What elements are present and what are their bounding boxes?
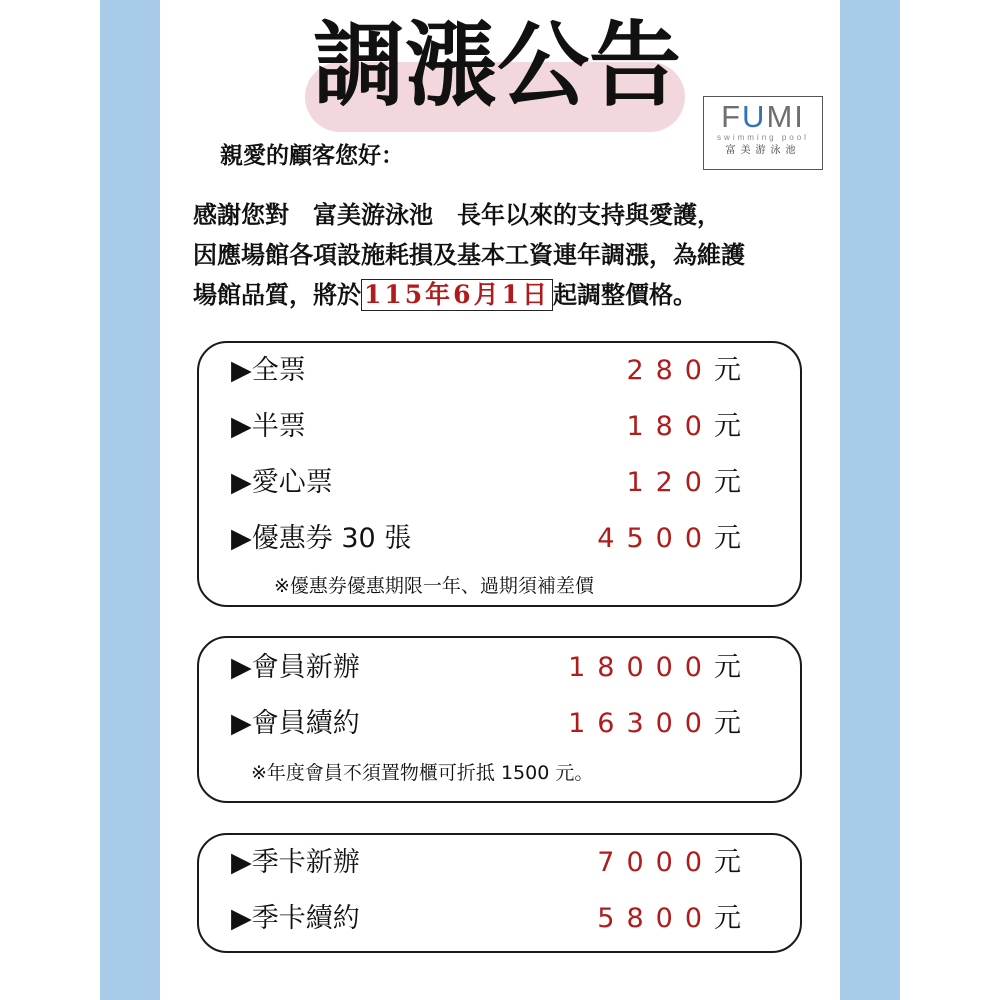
price-label: ▶會員續約: [231, 708, 360, 739]
announcement-body: [193, 195, 833, 315]
price-value: 280元: [626, 355, 741, 386]
effective-date: 115年6月1日: [361, 279, 553, 311]
season-card-price-box: [197, 833, 802, 953]
logo-name: 富美游泳池: [725, 145, 801, 156]
logo-subtitle: swimming pool: [717, 133, 809, 142]
fumi-logo: [703, 96, 823, 170]
price-label: ▶季卡新辦: [231, 847, 360, 878]
price-label: ▶愛心票: [231, 467, 333, 498]
price-label: ▶優惠券 30 張: [231, 523, 412, 554]
body-line-3: 場館品質，將於 115年6月1日 起調整價格。: [193, 280, 697, 309]
price-value: 5800元: [597, 903, 741, 934]
price-label: ▶全票: [231, 355, 306, 386]
price-row-season-renew: [231, 899, 741, 939]
price-value: 18000元: [568, 652, 741, 683]
price-row-member-new: [231, 648, 741, 688]
notice-title: 調漲公告: [312, 11, 681, 119]
price-label: ▶半票: [231, 411, 306, 442]
greeting: 親愛的顧客您好：: [220, 142, 404, 169]
logo-wave-icon: U: [742, 99, 767, 134]
left-blue-border: [100, 0, 160, 1000]
membership-price-box: [197, 636, 802, 803]
price-row-charity-ticket: [231, 463, 741, 503]
ticket-price-box: [197, 341, 802, 607]
body-line-1: 感謝您對 富美游泳池 長年以來的支持與愛護，: [193, 200, 721, 229]
price-row-half-ticket: [231, 407, 741, 447]
price-value: 16300元: [568, 708, 741, 739]
price-value: 120元: [626, 467, 741, 498]
logo-brand: FUMI: [721, 99, 805, 134]
price-value: 4500元: [597, 523, 741, 554]
membership-note: ※年度會員不須置物櫃可折抵 1500 元。: [251, 762, 594, 784]
price-value: 7000元: [597, 847, 741, 878]
body-line-2: 因應場館各項設施耗損及基本工資連年調漲，為維護: [193, 240, 745, 269]
price-value: 180元: [626, 411, 741, 442]
price-row-coupon: [231, 519, 741, 559]
price-row-full-ticket: [231, 351, 741, 391]
price-row-season-new: [231, 843, 741, 883]
coupon-note: ※優惠券優惠期限一年、過期須補差價: [274, 575, 594, 597]
price-label: ▶會員新辦: [231, 652, 360, 683]
right-blue-border: [840, 0, 900, 1000]
price-row-member-renew: [231, 704, 741, 744]
price-label: ▶季卡續約: [231, 903, 360, 934]
